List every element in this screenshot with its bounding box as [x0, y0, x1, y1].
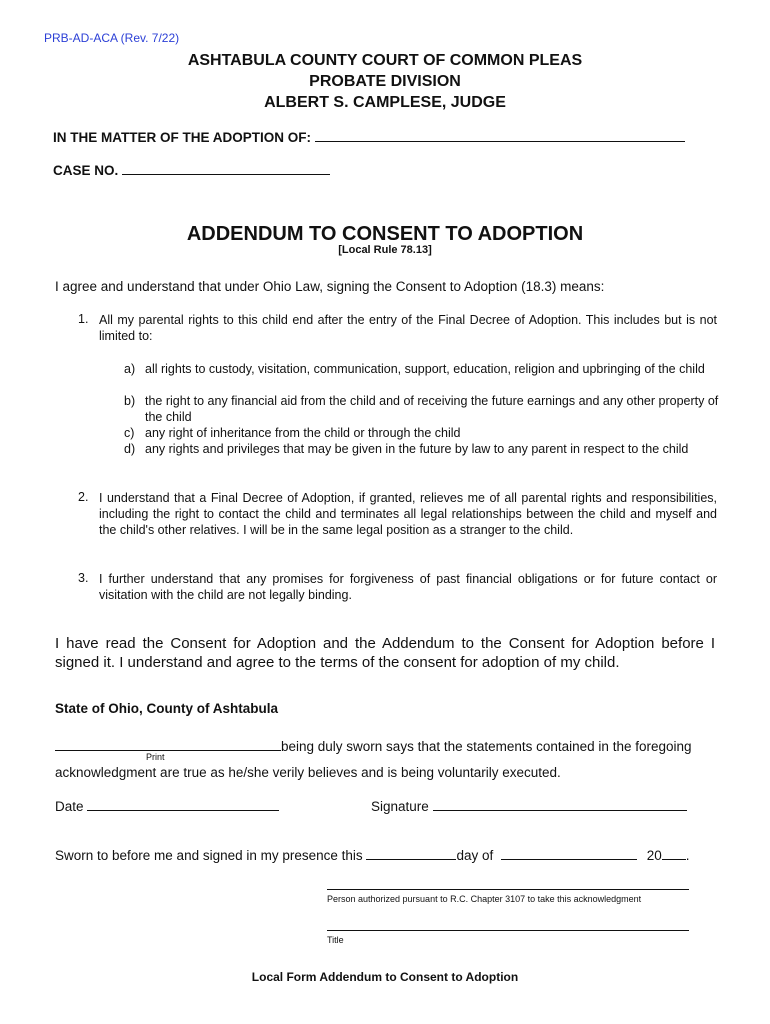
court-name: ASHTABULA COUNTY COURT OF COMMON PLEAS — [187, 52, 583, 69]
subitem-text: any right of inheritance from the child or through the child — [145, 426, 461, 440]
form-id: PRB-AD-ACA (Rev. 7/22) — [44, 31, 180, 45]
subitem-text: all rights to custody, visitation, communication, support, education, religion and upbringing of the child — [145, 362, 705, 376]
case-number-field[interactable] — [122, 160, 330, 175]
subitem-letter: b) — [124, 394, 136, 408]
notary-row — [55, 845, 690, 863]
document-title: ADDENDUM TO CONSENT TO ADOPTION — [186, 223, 584, 245]
day-of-label: day of — [456, 848, 494, 863]
day-field[interactable] — [366, 845, 456, 860]
item-number: 3. — [78, 571, 89, 585]
subitem-letter: d) — [124, 442, 136, 456]
sworn-continuation: acknowledgment are true as he/she verily believes and is being voluntarily executed. — [55, 765, 561, 780]
adoption-matter-row — [53, 127, 685, 145]
title-label: Title — [327, 935, 344, 945]
sworn-statement-text: being duly sworn says that the statements contained in the foregoing — [281, 739, 692, 754]
print-label: Print — [146, 752, 165, 762]
subitem-text: any rights and privileges that may be given in the future by law to any parent in respect to the child — [145, 442, 689, 456]
item-text: All my parental rights to this child end after the entry of the Final Decree of Adoption. This includes but is not limited to: — [99, 313, 717, 343]
item-number: 2. — [78, 490, 89, 504]
local-rule: [Local Rule 78.13] — [338, 244, 432, 256]
state-county-line: State of Ohio, County of Ashtabula — [55, 701, 278, 716]
title-line[interactable] — [327, 930, 689, 931]
date-field[interactable] — [87, 796, 279, 811]
item-text: I understand that a Final Decree of Adoption, if granted, relieves me of all parental rights and responsibilities, including the right to contact the child and terminates all legal relationships between the child and myself and the child's other relatives. I will be in the same legal position as a stranger to the child. — [99, 491, 717, 537]
notary-text: Sworn to before me and signed in my presence this — [55, 848, 363, 863]
year-field[interactable] — [662, 845, 686, 860]
print-name-field[interactable] — [55, 736, 281, 751]
judge-name: ALBERT S. CAMPLESE, JUDGE — [264, 94, 506, 111]
signature-label: Signature — [371, 799, 429, 814]
acknowledgment-paragraph: I have read the Consent for Adoption and the Addendum to the Consent for Adoption before I signed it. I understand and agree to the terms of the consent for adoption of my child. — [55, 635, 715, 671]
item-number: 1. — [78, 312, 89, 326]
signature-field[interactable] — [433, 796, 687, 811]
subitem-letter: c) — [124, 426, 135, 440]
item-text: I further understand that any promises for forgiveness of past financial obligations or for future contact or visitation with the child are not legally binding. — [99, 572, 717, 602]
adoption-matter-label: IN THE MATTER OF THE ADOPTION OF: — [53, 130, 311, 145]
subitem-text: the right to any financial aid from the child and of receiving the future earnings and any other property of the child — [145, 394, 719, 424]
month-field[interactable] — [501, 845, 637, 860]
year-prefix: 20 — [646, 848, 662, 863]
case-number-row — [53, 160, 330, 178]
date-row — [55, 796, 279, 814]
authorized-person-label: Person authorized pursuant to R.C. Chapter 3107 to take this acknowledgment — [327, 894, 642, 904]
authorized-person-line[interactable] — [327, 889, 689, 890]
year-suffix: . — [685, 848, 690, 863]
division-name: PROBATE DIVISION — [309, 73, 461, 90]
case-number-label: CASE NO. — [53, 163, 119, 178]
adoptee-name-field[interactable] — [315, 127, 685, 142]
form-footer: Local Form Addendum to Consent to Adoption — [251, 970, 519, 984]
intro-text: I agree and understand that under Ohio Law, signing the Consent to Adoption (18.3) means: — [55, 279, 605, 294]
date-label: Date — [55, 799, 84, 814]
signature-row — [371, 796, 687, 814]
subitem-letter: a) — [124, 362, 136, 376]
